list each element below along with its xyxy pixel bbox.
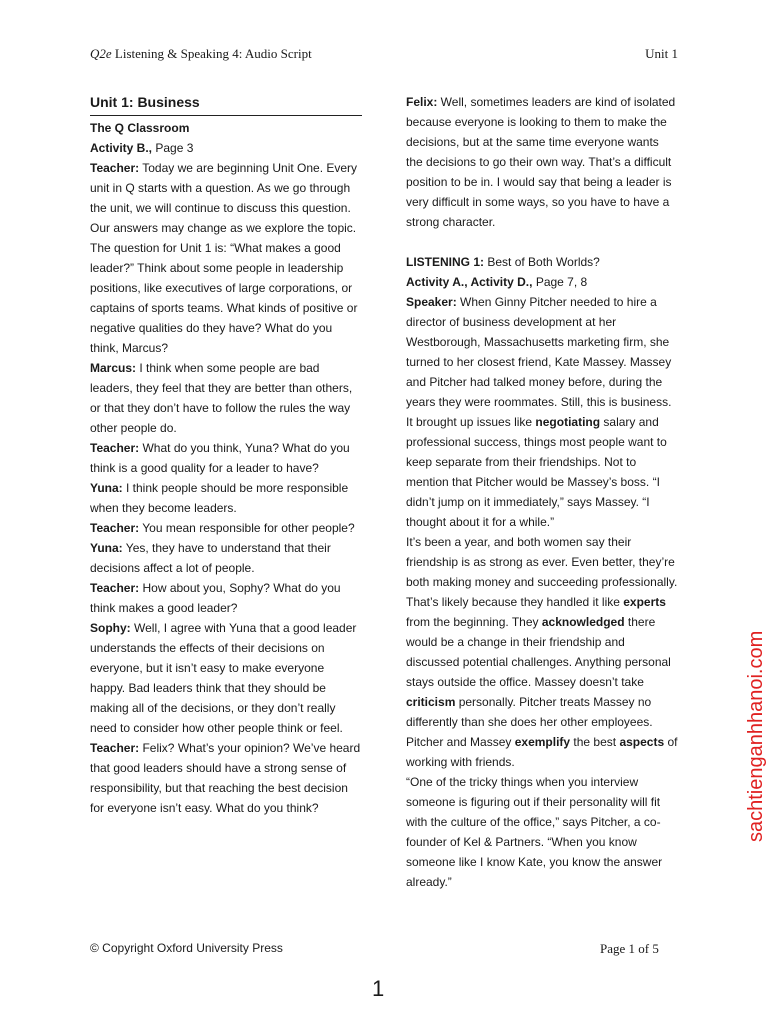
paragraph-text: from the beginning. They [406, 615, 542, 629]
vocab-word: negotiating [535, 415, 601, 429]
dialogue-line [90, 538, 362, 578]
header-title-rest: Listening & Speaking 4: Audio Script [111, 46, 312, 61]
speaker-name: Teacher: [90, 521, 140, 535]
listening-label: LISTENING 1: [406, 255, 485, 269]
unit-title: Unit 1: Business [90, 92, 362, 116]
right-column [406, 92, 678, 892]
dialogue-text: Today we are beginning Unit One. Every unit in Q starts with a question. As we go through the unit, we will continue to discuss this question. Our answers may change as we explore the topic. The question for Unit 1 is: “What makes a good leader?” Think about some people in leadership positions, like executives of large corporations, or captains of sports teams. What kinds of positive or negative qualities do they have? What do you think, Marcus? [90, 161, 358, 355]
page-number: 1 [372, 976, 385, 1001]
paragraph-text: there would be a change in their friendship and discussed potential challenges. Anything personal stays outside the office. Massey doesn’t take [406, 615, 671, 689]
activity-label: Activity A., Activity D., [406, 275, 533, 289]
speaker-name: Yuna: [90, 541, 123, 555]
dialogue-text: Felix? What’s your opinion? We’ve heard that good leaders should have a strong sense of responsibility, but that reaching the best decision for everyone isn’t easy. What do you think? [90, 741, 361, 815]
running-header-title [90, 46, 312, 62]
paragraph-text: When Ginny Pitcher needed to hire a director of business development at her Westborough, Massachusetts marketing firm, she turned to her closest friend, Kate Massey. Massey and Pitcher had talked money before, during the years they were roommates. Still, this is business. It brought up issues like [406, 295, 672, 429]
speaker-name: Marcus: [90, 361, 137, 375]
dialogue-line [90, 358, 362, 438]
speaker-name: Teacher: [90, 741, 140, 755]
dialogue-line [90, 158, 362, 358]
dialogue-line [90, 618, 362, 738]
speaker-name: Felix: [406, 95, 438, 109]
speaker-name: Teacher: [90, 441, 140, 455]
speaker-name: Yuna: [90, 481, 123, 495]
speaker-name: Teacher: [90, 581, 140, 595]
vocab-word: acknowledged [541, 615, 625, 629]
script-paragraph [406, 532, 678, 772]
dialogue-text: Yes, they have to understand that their decisions affect a lot of people. [90, 541, 331, 575]
running-header-unit: Unit 1 [645, 46, 678, 61]
paragraph-text: It’s been a year, and both women say their friendship is as strong as ever. Even better, they’re both making money and succeeding professionally. That’s likely because they handled it like [406, 535, 678, 609]
vocab-word: exemplify [514, 735, 571, 749]
script-paragraph: “One of the tricky things when you interview someone is figuring out if their personality will fit with the culture of the office,” says Pitcher, a co-founder of Kel & Partners. “When you know someone like I know Kate, you know the answer already.” [406, 775, 663, 889]
paragraph-text: salary and professional success, things most people want to keep separate from their friendships. Not to mention that Pitcher would be Massey’s boss. “I didn’t jump on it immediately,” says Massey. “I thought about it for a while.” [406, 415, 667, 529]
listening-heading [406, 252, 678, 272]
activity-pages: Page 7, 8 [532, 275, 588, 289]
copyright-footer: © Copyright Oxford University Press [90, 941, 283, 955]
activity-line [90, 138, 362, 158]
dialogue-text: You mean responsible for other people? [139, 521, 355, 535]
dialogue-line [90, 578, 362, 618]
dialogue-text: I think people should be more responsible when they become leaders. [90, 481, 349, 515]
paragraph-spacer [406, 232, 678, 252]
speaker-name: Teacher: [90, 161, 140, 175]
dialogue-text: Well, sometimes leaders are kind of isolated because everyone is looking to them to make the decisions, but at the same time everyone wants the decisions to go their own way. That’s a difficult position to be in. I would say that being a leader is very difficult in some ways, so you have to have a strong character. [406, 95, 676, 229]
paragraph-text: the best [570, 735, 620, 749]
vocab-word: criticism [406, 695, 456, 709]
watermark-url: sachtienganhhanoi.com [745, 630, 767, 842]
dialogue-text: What do you think, Yuna? What do you think is a good quality for a leader to have? [90, 441, 350, 475]
speaker-name: Sophy: [90, 621, 131, 635]
dialogue-text: How about you, Sophy? What do you think makes a good leader? [90, 581, 341, 615]
dialogue-text: Well, I agree with Yuna that a good leader understands the effects of their decisions on everyone, but it isn’t easy to make everyone happy. Bad leaders think that they should be making all of the decisions, or they don’t really need to consider how other people think or feel. [90, 621, 357, 735]
dialogue-text: I think when some people are bad leaders, they feel that they are better than others, or that they don’t have to follow the rules the way other people do. [90, 361, 353, 435]
listening-title: Best of Both Worlds? [484, 255, 600, 269]
dialogue-line [90, 438, 362, 478]
dialogue-line [90, 738, 362, 818]
dialogue-line [90, 518, 362, 538]
activity-page: Page 3 [152, 141, 194, 155]
section-title: The Q Classroom [90, 121, 190, 135]
speaker-name: Speaker: [406, 295, 457, 309]
vocab-word: experts [623, 595, 666, 609]
paragraph-text: personally. Pitcher treats Massey no differently than she does her other employees. Pitcher and Massey [406, 695, 653, 749]
activity-line [406, 272, 678, 292]
activity-label: Activity B., [90, 141, 153, 155]
page-count-footer: Page 1 of 5 [600, 941, 659, 956]
script-paragraph [406, 292, 678, 532]
left-column [90, 92, 362, 818]
paragraph-text: of working with friends. [406, 735, 678, 769]
dialogue-line [406, 92, 678, 232]
header-italic-q2e: Q2e [90, 46, 112, 61]
vocab-word: aspects [619, 735, 665, 749]
dialogue-line [90, 478, 362, 518]
